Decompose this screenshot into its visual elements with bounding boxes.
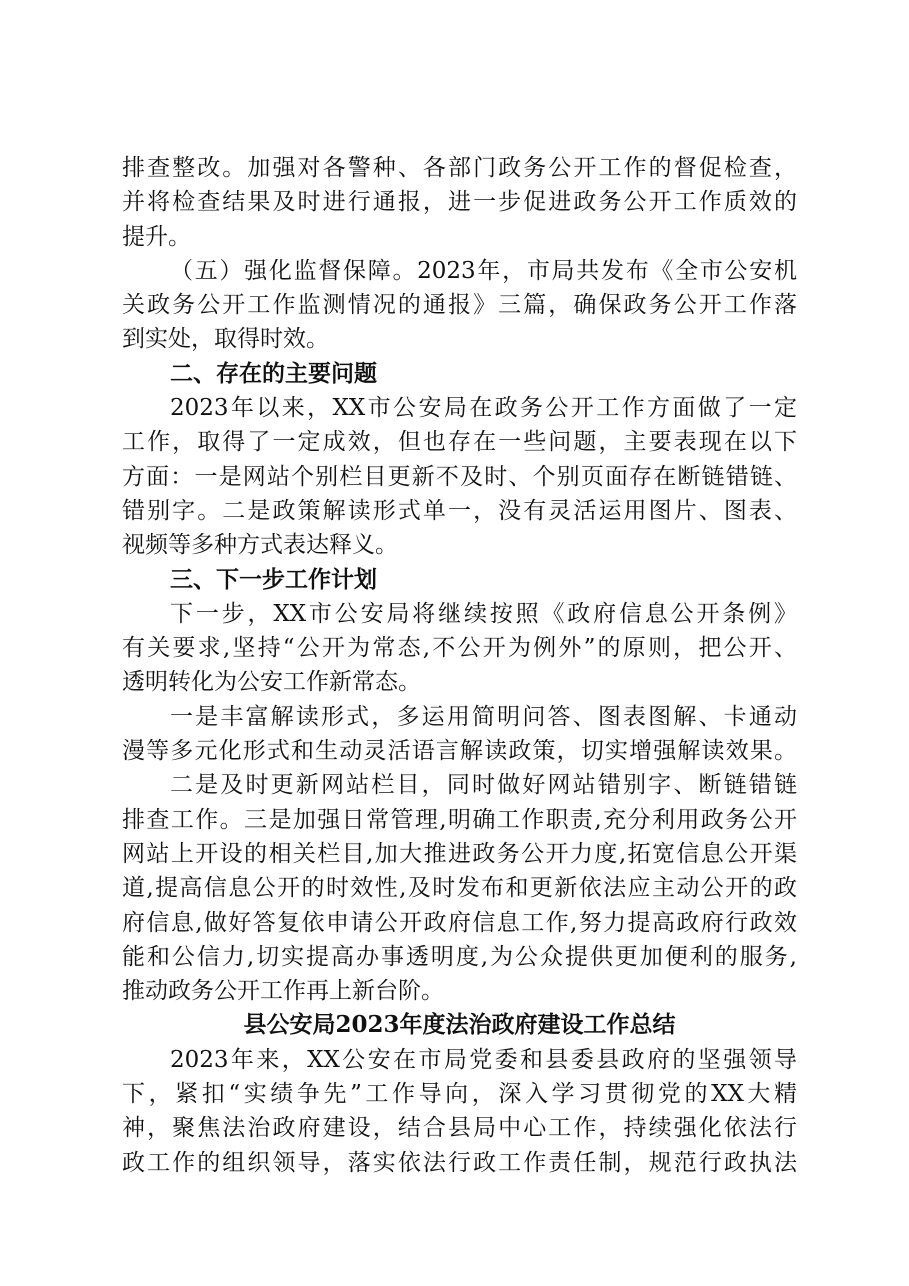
text-line: 府信息,做好答复依申请公开政府信息工作,努力提高政府行政效 [122,909,797,936]
text-line: 神，聚焦法治政府建设，结合县局中心工作，持续强化依法行 [122,1115,797,1142]
section-heading: 三、下一步工作计划 [170,566,377,593]
text-line: 提升。 [122,223,191,250]
document-page [122,151,797,1180]
text-line: 2023年来，XX公安在市局党委和县委县政府的坚强领导 [170,1046,797,1073]
text-line: 工作，取得了一定成效，但也存在一些问题，主要表现在以下 [122,429,797,456]
text-line: 推动政务公开工作再上新台阶。 [122,978,444,1005]
text-line: 二是及时更新网站栏目，同时做好网站错别字、断链错链 [170,772,797,799]
text-line: 道,提高信息公开的时效性,及时发布和更新依法应主动公开的政 [122,875,797,902]
text-line: 并将检查结果及时进行通报，进一步促进政务公开工作质效的 [122,189,797,216]
text-line: 下一步，XX市公安局将继续按照《政府信息公开条例》 [170,600,797,627]
text-line: 有关要求,坚持“公开为常态,不公开为例外”的原则，把公开、 [122,635,797,662]
text-line: 排查工作。三是加强日常管理,明确工作职责,充分利用政务公开 [122,806,797,833]
text-line: 关政务公开工作监测情况的通报》三篇，确保政务公开工作落 [122,292,797,319]
text-line: 能和公信力,切实提高办事透明度,为公众提供更加便利的服务, [122,943,797,970]
text-line: 一是丰富解读形式，多运用简明问答、图表图解、卡通动 [170,703,797,730]
text-line: 视频等多种方式表达释义。 [122,532,398,559]
text-line: 漫等多元化形式和生动灵活语言解读政策，切实增强解读效果。 [122,738,797,765]
text-line: 政工作的组织领导，落实依法行政工作责任制，规范行政执法 [122,1149,797,1176]
text-line: 下，紧扣“实绩争先”工作导向，深入学习贯彻党的XX大精 [122,1081,797,1108]
document-title: 县公安局2023年度法治政府建设工作总结 [243,1011,676,1039]
text-line: 错别字。二是政策解读形式单一，没有灵活运用图片、图表、 [122,497,797,524]
text-line: 2023年以来，XX市公安局在政务公开工作方面做了一定 [170,395,797,422]
text-line: 透明转化为公安工作新常态。 [122,669,421,696]
text-line: （五）强化监督保障。2023年，市局共发布《全市公安机 [170,257,797,284]
section-heading: 二、存在的主要问题 [170,360,377,387]
text-line: 排查整改。加强对各警种、各部门政务公开工作的督促检查， [122,155,797,181]
text-line: 方面：一是网站个别栏目更新不及时、个别页面存在断链错链、 [122,463,797,490]
text-line: 网站上开设的相关栏目,加大推进政务公开力度,拓宽信息公开渠 [122,840,797,867]
text-line: 到实处，取得时效。 [122,326,329,353]
